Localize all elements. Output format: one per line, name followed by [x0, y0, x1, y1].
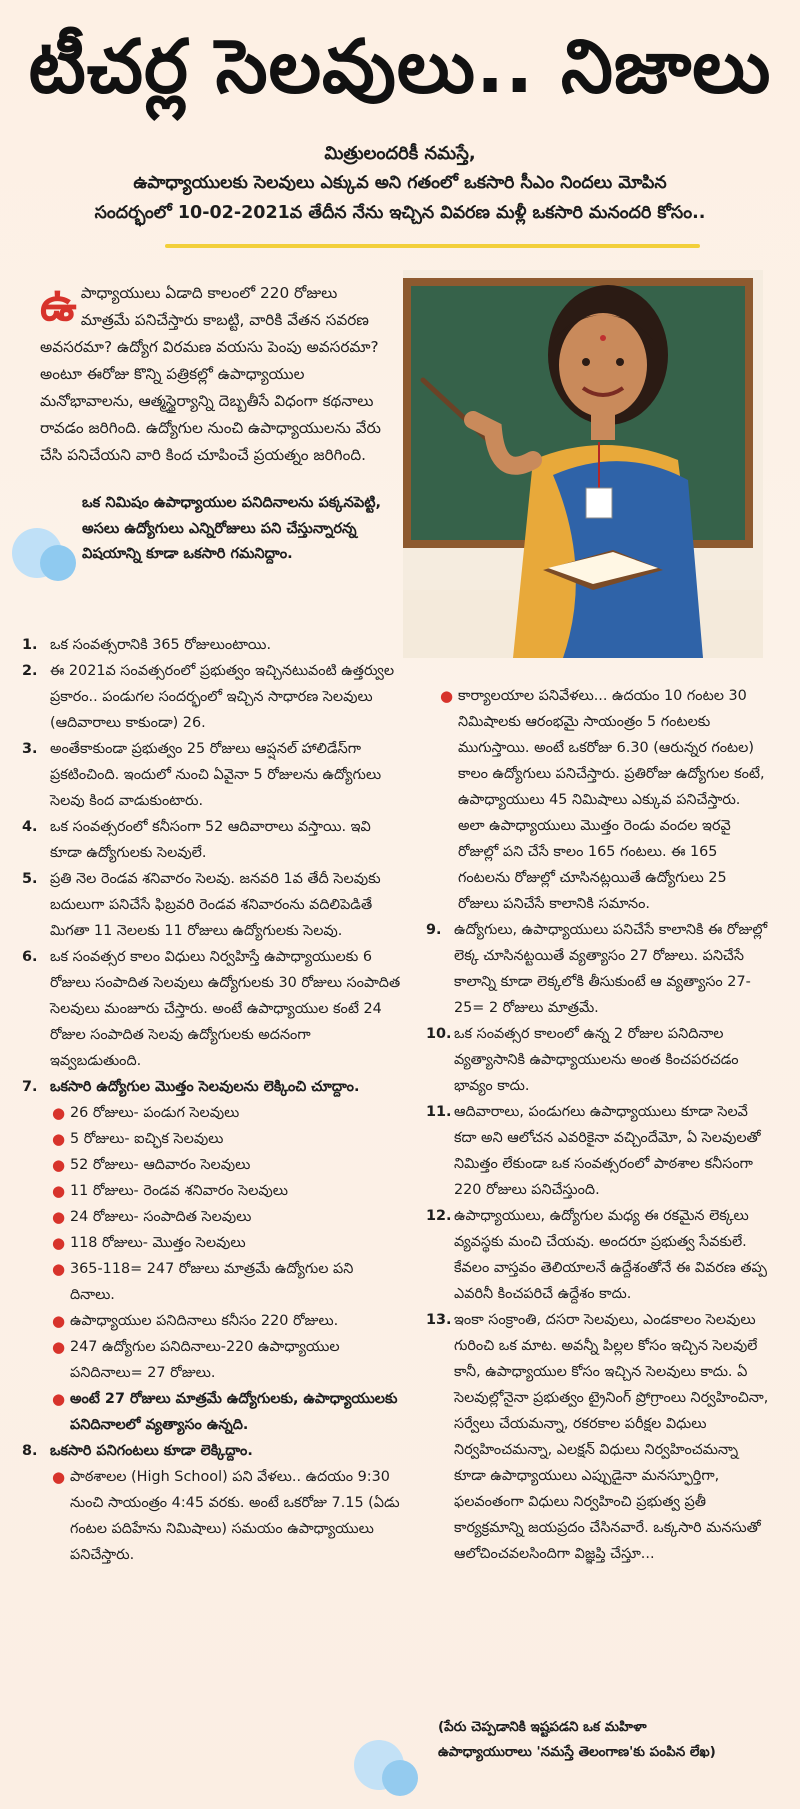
greeting: మిత్రులందరికీ నమస్తే, — [324, 143, 476, 164]
bullet-item: ● 365-118= 247 రోజులు మాత్రమే ఉద్యోగుల పని దినాలు. — [52, 1260, 354, 1303]
bullet-item: ● 118 రోజులు- మొత్తం సెలవులు — [52, 1234, 246, 1252]
callout-text: ఒక నిమిషం ఉపాధ్యాయుల పనిదినాలను పక్కనపెట్టి, అసలు ఉద్యోగులు ఎన్నిరోజులు పని చేస్తున్నారన్న విషయాన్ని కూడా ఒకసారి గమనిద్దాం. — [82, 494, 382, 562]
list-item: 9. ఉద్యోగులు, ఉపాధ్యాయులు పనిచేసే కాలానికి ఈ రోజుల్లో లెక్క చూసినట్టయితే వ్యత్యాసం 27 రోజులు. పనిచేసే కాలాన్ని కూడా లెక్కలోకి తీసుకుంటే ఆ వ్యత్యాసం 27-25= 2 రోజులు మాత్రమే. — [426, 922, 768, 1016]
bullet-item: ● 5 రోజులు- ఐచ్ఛిక సెలవులు — [52, 1130, 224, 1148]
bullet-item: ● 26 రోజులు- పండుగ సెలవులు — [52, 1104, 240, 1122]
lead-text: పాధ్యాయులు ఏడాది కాలంలో 220 రోజులు మాత్రమే పనిచేస్తారు కాబట్టి, వారికి వేతన సవరణ అవసరమా? ఉద్యోగ విరమణ వయసు పెంపు అవసరమా? అంటూ ఈరోజు కొన్ని పత్రికల్లో ఉపాధ్యాయుల మనోభావాలను, ఆత్మస్థైర్యాన్ని దెబ్బతీసే విధంగా కథనాలు రావడం జరిగింది. ఉద్యోగుల నుంచి ఉపాధ్యాయులను వేరు చేసి పనిచేయని వారి కింద చూపించే ప్రయత్నం జరిగింది. — [40, 284, 381, 464]
bullet-item: ● 247 ఉద్యోగుల పనిదినాలు-220 ఉపాధ్యాయుల పనిదినాలు= 27 రోజులు. — [52, 1338, 340, 1381]
teacher-figure — [403, 270, 763, 658]
list-item: 7. ఒకసారి ఉద్యోగుల మొత్తం సెలవులను లెక్కించి చూద్దాం. — [22, 1079, 360, 1095]
list-item: 1. ఒక సంవత్సరానికి 365 రోజులుంటాయి. — [22, 637, 272, 653]
bullet-item: ● 11 రోజులు- రెండవ శనివారం సెలవులు — [52, 1182, 288, 1200]
list-item: 3. అంతేకాకుండా ప్రభుత్వం 25 రోజులు ఆప్షనల్ హాలిడేస్‌గా ప్రకటించింది. ఇందులో నుంచి ఏవైనా 5 రోజులను ఉద్యోగులు సెలవు కింద వాడుకుంటారు. — [22, 741, 382, 809]
bullet-item: ● కార్యాలయాల పనివేళలు... ఉదయం 10 గంటల 30 నిమిషాలకు ఆరంభమై సాయంత్రం 5 గంటలకు ముగుస్తాయి. అంటే ఒకరోజు 6.30 (ఆరున్నర గంటల) కాలం ఉద్యోగులు పనిచేస్తారు. ప్రతిరోజు ఉద్యోగుల కంటే, ఉపాధ్యాయులు 45 నిమిషాలు ఎక్కువ పనిచేస్తారు. అలా ఉపాధ్యాయులు మొత్తం రెండు వందల ఇరవై రోజుల్లో పని చేసే కాలం 165 గంటలు. ఈ 165 గంటలను రోజుల్లో చూసినట్లయితే ఉద్యోగులు 25 రోజులు పనిచేసే కాలానికి సమానం. — [440, 687, 765, 912]
bullet-item: ● పాఠశాలల (High School) పని వేళలు.. ఉదయం 9:30 నుంచి సాయంత్రం 4:45 వరకు. అంటే ఒకరోజు 7.15 (ఏడు గంటల పదిహేను నిమిషాలు) సమయం ఉపాధ్యాయులు పనిచేస్తారు. — [52, 1468, 400, 1563]
decorative-bubble-icon — [40, 545, 76, 581]
intro-line-1: ఉపాధ్యాయులకు సెలవులు ఎక్కువ అని గతంలో ఒకసారి సీఎం నిందలు మోపిన — [133, 173, 667, 193]
list-item: 2. ఈ 2021వ సంవత్సరంలో ప్రభుత్వం ఇచ్చినటువంటి ఉత్తర్వుల ప్రకారం.. పండుగల సందర్భంలో ఇచ్చిన సాధారణ సెలవులు (ఆదివారాలు కాకుండా) 26. — [22, 663, 395, 731]
list-item: 4. ఒక సంవత్సరంలో కనీసంగా 52 ఆదివారాలు వస్తాయి. ఇవి కూడా ఉద్యోగులకు సెలవులే. — [22, 819, 371, 861]
yellow-underline — [165, 244, 700, 248]
decorative-bubble-icon — [382, 1760, 418, 1796]
drop-cap: ఉ — [40, 277, 77, 331]
bullet-item: ● ఉపాధ్యాయుల పనిదినాలు కనీసం 220 రోజులు. — [52, 1312, 339, 1330]
list-item: 13. ఇంకా సంక్రాంతి, దసరా సెలవులు, ఎండకాలం సెలవులు గురించి ఒక మాట. అవన్నీ పిల్లల కోసం ఇచ్చిన సెలవులే కానీ, ఉపాధ్యాయుల కోసం ఇచ్చిన సెలవులు కాదు. ఏ సెలవుల్లోనైనా ప్రభుత్వం ట్రైనింగ్ ప్రోగ్రాంలు నిర్వహించినా, సర్వేలు చేయమన్నా, రకరకాల పరీక్షల విధులు నిర్వహించమన్నా, ఎలక్షన్ విధులు నిర్వహించమన్నా కూడా ఉపాధ్యాయులు ఎప్పుడైనా మనస్ఫూర్తిగా, ఫలవంతంగా విధులు నిర్వహించి ప్రభుత్వ ప్రతీ కార్యక్రమాన్ని జయప్రదం చేసినవారే. ఒక్కసారి మనసుతో ఆలోచించవలసిందిగా విజ్ఞప్తి చేస్తూ... — [426, 1312, 769, 1562]
left-column — [22, 632, 402, 1568]
teacher-illustration — [403, 270, 763, 658]
list-item: 5. ప్రతి నెల రెండవ శనివారం సెలవు. జనవరి 1వ తేదీ సెలవుకు బదులుగా పనిచేసే ఫిబ్రవరి రెండవ శనివారంను వదిలిపెడితే మిగతా 11 నెలలకు 11 రోజులు ఉద్యోగులకు సెలవు. — [22, 871, 381, 939]
list-item: 8. ఒకసారి పనిగంటలు కూడా లెక్కిద్దాం. — [22, 1443, 253, 1459]
intro-line-2: సందర్భంలో 10-02-2021వ తేదీన నేను ఇచ్చిన వివరణ మళ్లీ ఒకసారి మనందరి కోసం.. — [94, 203, 706, 223]
author-note: (పేరు చెప్పడానికి ఇష్టపడని ఒక మహిళా ఉపాధ్యాయురాలు 'నమస్తే తెలంగాణ'కు పంపిన లేఖ) — [438, 1719, 716, 1760]
bullet-item: ● 24 రోజులు- సంపాదిత సెలవులు — [52, 1208, 252, 1226]
bullet-item: ● 52 రోజులు- ఆదివారం సెలవులు — [52, 1156, 251, 1174]
right-column — [426, 683, 771, 1567]
lead-paragraph — [40, 277, 390, 469]
list-item: 10. ఒక సంవత్సర కాలంలో ఉన్న 2 రోజుల పనిదినాల వ్యత్యాసానికి ఉపాధ్యాయులను అంత కించపరచడం భావ్యం కాదు. — [426, 1026, 739, 1094]
intro-line — [0, 168, 800, 228]
headline: టీచర్ల సెలవులు.. నిజాలు — [28, 24, 772, 110]
bullet-item: ● అంటే 27 రోజులు మాత్రమే ఉద్యోగులకు, ఉపాధ్యాయులకు పనిదినాలలో వ్యత్యాసం ఉన్నది. — [52, 1390, 398, 1433]
list-item: 11. ఆదివారాలు, పండుగలు ఉపాధ్యాయులు కూడా సెలవే కదా అని ఆలోచన ఎవరికైనా వచ్చిందేమో, ఏ సెలవులతో నిమిత్తం లేకుండా ఒక సంవత్సరంలో పాఠశాల కనీసంగా 220 రోజులు పనిచేస్తుంది. — [426, 1104, 761, 1198]
list-item: 12. ఉపాధ్యాయులు, ఉద్యోగుల మధ్య ఈ రకమైన లెక్కలు వ్యవస్థకు మంచి చేయవు. అందరూ ప్రభుత్వ సేవకులే. కేవలం వాస్తవం తెలియాలనే ఉద్దేశంతోనే ఈ వివరణ తప్ప ఎవరినీ కించపరిచే ఉద్దేశం కాదు. — [426, 1208, 767, 1302]
list-item: 6. ఒక సంవత్సర కాలం విధులు నిర్వహిస్తే ఉపాధ్యాయులకు 6 రోజులు సంపాదిత సెలవులు ఉద్యోగులకు 30 రోజులు సంపాదిత సెలవులు మంజూరు చేస్తారు. అంటే ఉపాధ్యాయుల కంటే 24 రోజుల సంపాదిత సెలవు ఉద్యోగులకు అదనంగా ఇవ్వబడుతుంది. — [22, 949, 401, 1069]
